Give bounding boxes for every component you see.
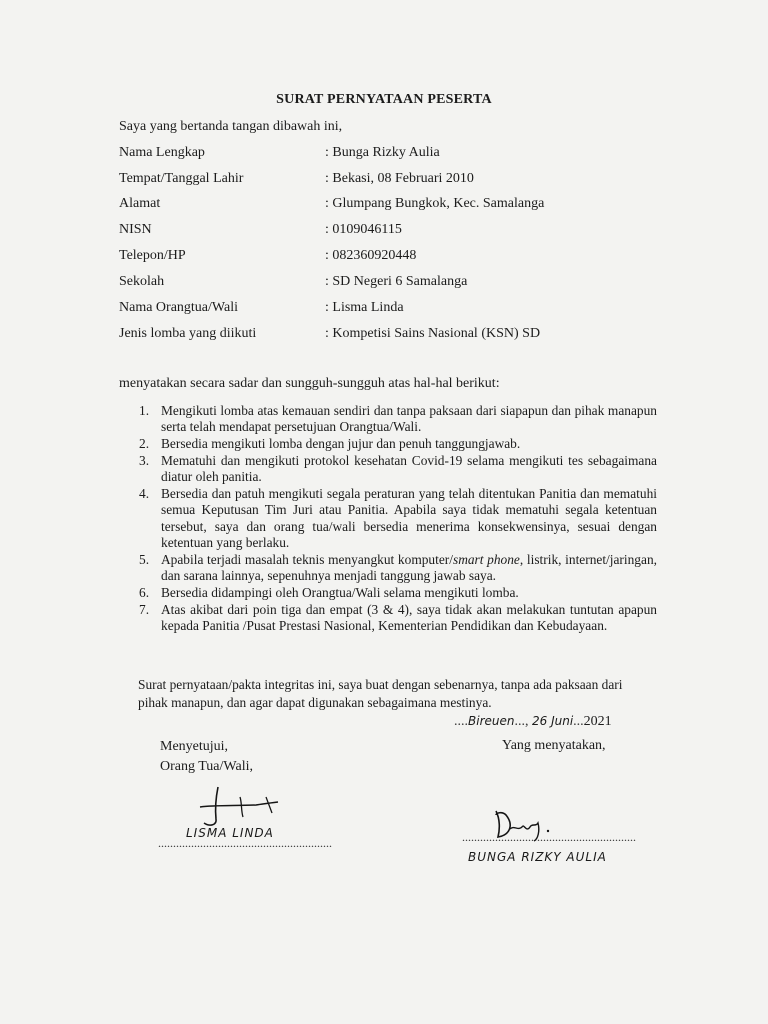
list-text: Bersedia dan patuh mengikuti segala peraturan yang telah ditentukan Panitia dan mematuhi semua Keputusan Tim Juri atau Panitia. Apabila saya tidak mematuhi segala ketentuan tersebut, saya dan orang tua/wali bersedia menerima konsekwensinya, sesuai dengan ketentuan yang berlaku. bbox=[161, 485, 657, 550]
list-item bbox=[139, 486, 657, 551]
field-label: Jenis lomba yang diikuti bbox=[119, 326, 257, 341]
list-text: , listrik, internet/jaringan, dan sarana lainnya, sepenuhnya menjadi tanggung jawab saya. bbox=[161, 551, 657, 583]
handwritten-place: Bireuen bbox=[468, 714, 515, 728]
field-row bbox=[119, 171, 679, 191]
list-text: Mematuhi dan mengikuti protokol kesehatan Covid-19 selama mengikuti tes sebagaimana diatur oleh panitia. bbox=[161, 452, 657, 485]
field-label: Nama Lengkap bbox=[119, 145, 205, 160]
handwritten-date: 26 Juni bbox=[531, 714, 574, 728]
approval-label: Menyetujui, bbox=[160, 739, 229, 754]
list-item bbox=[139, 436, 657, 452]
place-date: ....Bireuen..., 26 Juni...2021 bbox=[454, 714, 612, 729]
document-title: SURAT PERNYATAAN PESERTA bbox=[276, 92, 492, 107]
field-value: : SD Negeri 6 Samalanga bbox=[325, 274, 468, 289]
list-text: Atas akibat dari poin tiga dan empat (3 & 4), saya tidak akan melakukan tuntutan apapun kepada Panitia /Pusat Prestasi Nasional, Kementerian Pendidikan dan Kebudayaan. bbox=[161, 601, 657, 633]
list-number: 4. bbox=[139, 485, 150, 501]
signature-line: .......................................................... bbox=[158, 836, 332, 850]
list-number: 7. bbox=[139, 601, 150, 617]
guardian-label: Orang Tua/Wali, bbox=[160, 759, 253, 774]
field-label: Telepon/HP bbox=[119, 248, 186, 263]
list-text: Bersedia mengikuti lomba dengan jujur dan penuh tanggungjawab. bbox=[161, 436, 521, 452]
field-value: : Bunga Rizky Aulia bbox=[325, 145, 440, 160]
list-text-italic: smart phone bbox=[452, 551, 520, 567]
signer-label: Yang menyatakan, bbox=[502, 738, 606, 753]
field-value: : 0109046115 bbox=[325, 222, 402, 237]
field-value: : 082360920448 bbox=[325, 248, 417, 263]
field-value: : Bekasi, 08 Februari 2010 bbox=[325, 171, 474, 186]
list-text: Bersedia didampingi oleh Orangtua/Wali selama mengikuti lomba. bbox=[161, 584, 519, 600]
list-number: 3. bbox=[139, 452, 150, 468]
field-label: Tempat/Tanggal Lahir bbox=[119, 171, 244, 186]
statement-text: menyatakan secara sadar dan sungguh-sungguh atas hal-hal berikut: bbox=[119, 376, 500, 391]
date-year: 2021 bbox=[583, 714, 612, 729]
list-item bbox=[139, 585, 657, 601]
field-label: Alamat bbox=[119, 196, 161, 211]
list-number: 6. bbox=[139, 584, 150, 600]
list-number: 5. bbox=[139, 551, 150, 567]
field-label: Sekolah bbox=[119, 274, 165, 289]
field-row bbox=[119, 222, 679, 242]
list-item bbox=[139, 602, 657, 635]
list-number: 1. bbox=[139, 403, 150, 418]
signature-line: .......................................................... bbox=[462, 830, 636, 844]
closing-text: Surat pernyataan/pakta integritas ini, saya buat dengan sebenarnya, tanpa ada paksaan dari pihak manapun, dan agar dapat digunakan sebagaimana mestinya. bbox=[138, 677, 623, 710]
guardian-name: LISMA LINDA bbox=[186, 826, 274, 840]
list-number: 2. bbox=[139, 436, 150, 452]
list-item bbox=[139, 552, 657, 585]
list-text: Apabila terjadi masalah teknis menyangkut komputer/ bbox=[161, 551, 453, 567]
intro-text: Saya yang bertanda tangan dibawah ini, bbox=[119, 119, 343, 134]
field-row bbox=[119, 196, 679, 216]
field-row bbox=[119, 248, 679, 268]
field-value: : Glumpang Bungkok, Kec. Samalanga bbox=[325, 196, 545, 211]
field-row bbox=[119, 326, 679, 346]
list-item bbox=[139, 453, 657, 486]
field-row bbox=[119, 300, 679, 320]
field-row bbox=[119, 145, 679, 165]
statement-list bbox=[139, 403, 657, 635]
participant-name: BUNGA RIZKY AULIA bbox=[468, 850, 607, 864]
field-row bbox=[119, 274, 679, 294]
list-text: Mengikuti lomba atas kemauan sendiri dan tanpa paksaan dari siapapun dan pihak manapun serta telah mendapat persetujuan Orangtua/Wali. bbox=[161, 403, 657, 435]
field-value: : Lisma Linda bbox=[325, 300, 404, 315]
field-value: : Kompetisi Sains Nasional (KSN) SD bbox=[325, 326, 541, 341]
list-item bbox=[139, 403, 657, 436]
field-label: NISN bbox=[119, 222, 152, 237]
field-label: Nama Orangtua/Wali bbox=[119, 300, 238, 315]
